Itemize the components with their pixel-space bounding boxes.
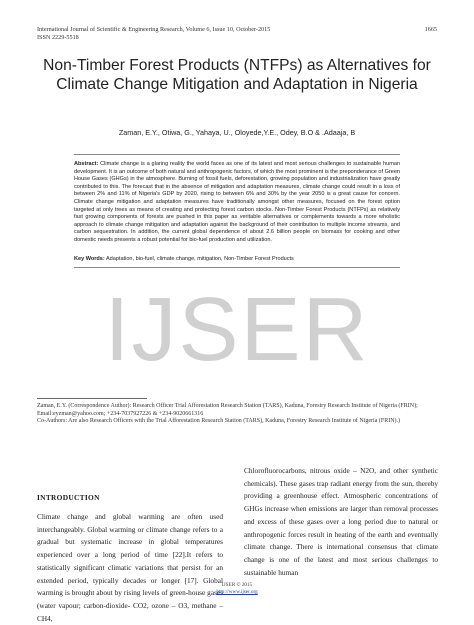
ijser-watermark: IJSER: [104, 280, 370, 380]
footer-link[interactable]: http://www.ijser.org: [216, 589, 258, 595]
footnote-coauthors: Co-Authors: Are also Research Officers with the Trial Afforestation Research Station (TARS), Kaduna, Forestry Research Institute of Nigeria (FRIN).): [37, 418, 401, 425]
journal-citation: International Journal of Scientific & Engineering Research, Volume 6, Issue 10, October-2015: [37, 26, 271, 33]
author-list: Zaman, E.Y., Otiwa, G., Yahaya, U., Oloyede,Y.E., Odey, B.O & .Adaaja, B: [118, 128, 356, 137]
page-number: 1665: [424, 26, 437, 33]
footnote-divider: [37, 398, 147, 399]
introduction-body: Climate change and global warming are often used interchangeably. Global warming or climate change refers to a gradual but systematic increase in global temperatures experienced over a long period of time [22].It refers to statistically significant climatic variations that persist for an extended period, typically decades or longer [17]. Global warming is brought about by rising levels of green-house gases (water vapour; carbon-dioxide- CO2, ozone – O3, methane – CH4,: [37, 512, 223, 623]
left-column: [37, 493, 223, 625]
abstract-body: Climate change is a glaring reality the world faces as one of its latest and most serious challenges to sustainable human development. It is an outcome of both natural and anthropogenic factors, of which the most prominent is the preponderance of Green House Gases (GHGs) in the atmosphere. Burning of fossil fuels, deforestation, growing population and industrialization have greatly contributed to this. The forecast that in the absence of mitigation and adaptation measures, climate change could result in a loss of between 2% and 11% of Nigeria's GDP by 2020, rising to between 6% and 30% by the year 2050 is a great cause for concern. Climate change mitigation and adaptation measures have traditionally amongst other measures, focused on the forest option targeted at only trees as means of creating and protecting forest carbon stocks. Non-Timber Forest Products (NTFPs) as relatively fast growing components of forests are pushed in this paper as veritable alternatives or complements towards a more wholistic approach to climate change mitigation and adaptation against the background of their contribution to multiple income streams, and carbon sequestration. In addition, the current global dependence of about 2.6 billion people on biomass for cooking and other domestic needs presents a robust potential for bio-fuel production and utilization.: [74, 161, 400, 243]
keywords-label: Key Words:: [74, 255, 105, 262]
keywords-body: Adaptation, bio-fuel, climate change, mitigation, Non-Timber Forest Products: [104, 255, 294, 262]
introduction-heading: INTRODUCTION: [37, 493, 100, 502]
author-footnote: [37, 403, 437, 426]
abstract: [74, 161, 400, 245]
paper-title: Non-Timber Forest Products (NTFPs) as Alternatives for Climate Change Mitigation and Adaptation in Nigeria: [43, 57, 431, 93]
right-column-body: Chlorofluorocarbons, nitrous oxide – N2O, and other synthetic chemicals). These gases trap radiant energy from the sun, thereby providing a greenhouse effect. Atmospheric concentrations of GHGs increase when emissions are larger than removal processes and excess of these gases over a long period due to natural or anthropogenic forces result in heating of the earth and eventually climate change. There is international consensus that climate change is one of the latest and most serious challenges to sustainable human: [244, 466, 438, 577]
footnote-correspondence: Zaman, E.Y. (Correspondence Author): Research Officer Trial Afforestation Research Station (TARS), Kaduna, Forestry Research Institute of Nigeria (FRIN); Email:eyzman@yahoo.com; +234-7037927226 & +234-9020661316: [37, 403, 418, 417]
footer-copyright: IJSER © 2015: [221, 582, 253, 588]
right-column: [244, 465, 438, 579]
issn: ISSN 2229-5518: [37, 34, 79, 41]
keywords: [74, 256, 400, 264]
abstract-section: [74, 154, 400, 268]
abstract-label: Abstract:: [74, 161, 99, 167]
